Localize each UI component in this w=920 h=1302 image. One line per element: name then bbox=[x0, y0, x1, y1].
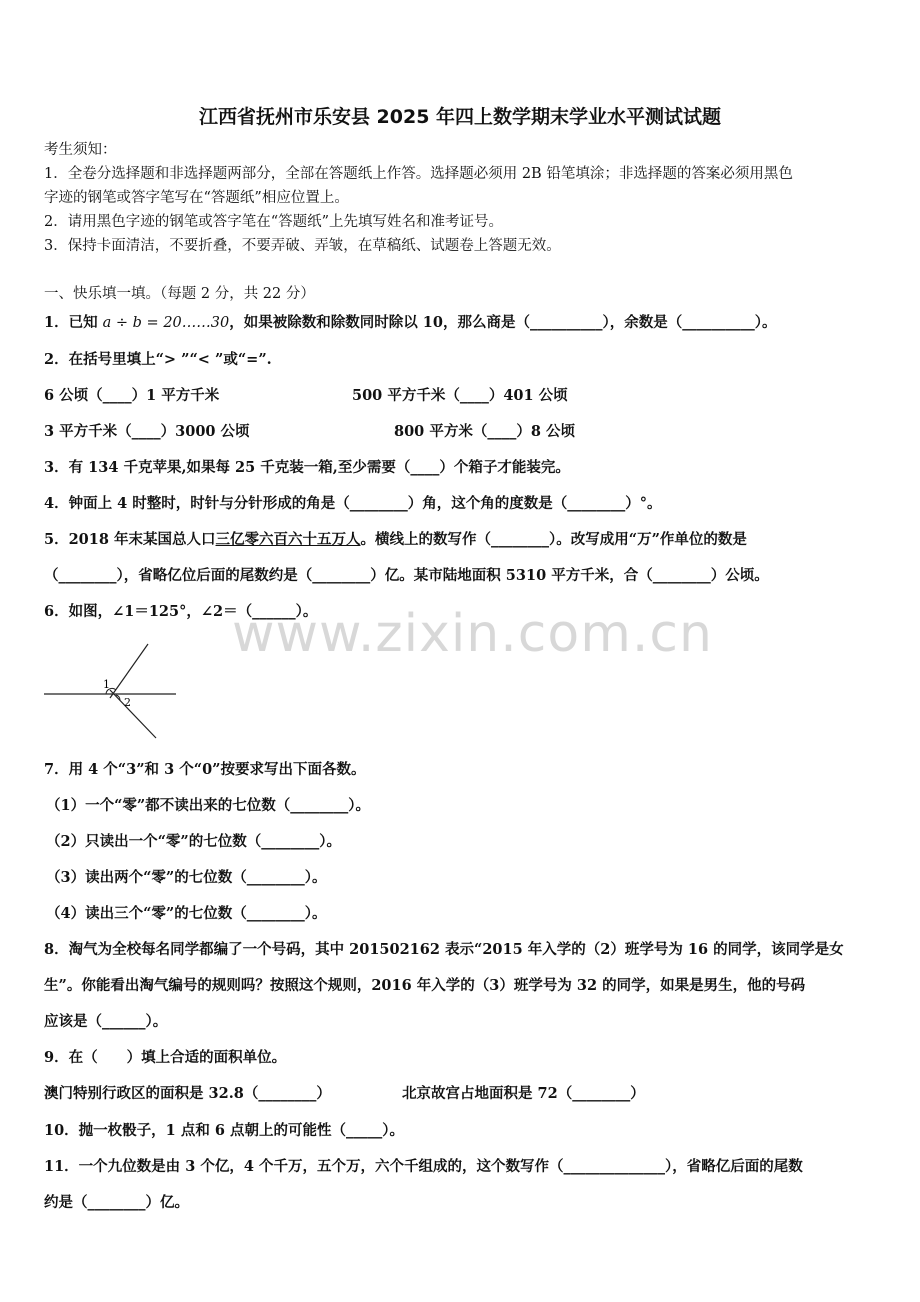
q1-prefix: 1．已知 bbox=[44, 314, 98, 331]
notice-heading: 考生须知： bbox=[44, 142, 117, 158]
question-7-stem: 7．用 4 个“3”和 3 个“0”按要求写出下面各数。 bbox=[44, 761, 366, 778]
notice-item: 3．保持卡面清洁，不要折叠，不要弄破、弄皱，在草稿纸、试题卷上答题无效。 bbox=[44, 238, 561, 254]
q2-item: 6 公顷（____）1 平方千米 bbox=[44, 387, 220, 404]
q1-formula: a ÷ b = 20……30 bbox=[102, 315, 230, 331]
question-1 bbox=[44, 313, 776, 333]
q9-item: 北京故宫占地面积是 72（________） bbox=[402, 1085, 645, 1102]
question-6: 6．如图，∠1＝125°，∠2＝（______）。 bbox=[44, 603, 318, 620]
figure-lower-ray bbox=[110, 690, 156, 738]
q7-sub: （2）只读出一个“零”的七位数（________）。 bbox=[46, 833, 342, 850]
question-11-line: 约是（________）亿。 bbox=[44, 1194, 189, 1211]
question-5 bbox=[44, 530, 747, 550]
section-heading: 一、快乐填一填。（每题 2 分，共 22 分） bbox=[44, 286, 315, 302]
q5-underlined: 三亿零六百六十五万人 bbox=[215, 531, 361, 548]
watermark: www.zixin.com.cn bbox=[232, 604, 713, 664]
q2-item: 500 平方千米（____）401 公顷 bbox=[352, 387, 568, 404]
q5-text: 。横线上的数写作（________）。改写成用“万”作单位的数是 bbox=[360, 531, 747, 548]
q7-sub: （1）一个“零”都不读出来的七位数（________）。 bbox=[46, 797, 371, 814]
q9-item: 澳门特别行政区的面积是 32.8（________） bbox=[44, 1085, 331, 1102]
q5-prefix: 5．2018 年末某国总人口 bbox=[44, 531, 216, 548]
question-8-line: 8．淘气为全校每名同学都编了一个号码，其中 201502162 表示“2015 年入学的（2）班学号为 16 的同学，该同学是女 bbox=[44, 941, 844, 958]
notice-item: 2．请用黑色字迹的钢笔或答字笔在“答题纸”上先填写姓名和准考证号。 bbox=[44, 214, 504, 230]
question-10: 10．抛一枚骰子，1 点和 6 点朝上的可能性（_____）。 bbox=[44, 1122, 404, 1139]
question-4: 4．钟面上 4 时整时，时针与分针形成的角是（________）角，这个角的度数是（________）°。 bbox=[44, 495, 662, 512]
question-2-stem: 2．在括号里填上“> ”“< ”或“=”. bbox=[44, 351, 272, 368]
question-3: 3．有 134 千克苹果,如果每 25 千克装一箱,至少需要（____）个箱子才能装完。 bbox=[44, 459, 570, 476]
page-title: 江西省抚州市乐安县 2025 年四上数学期末学业水平测试试题 bbox=[198, 106, 722, 128]
angle-figure bbox=[40, 638, 190, 743]
angle-2-label: 2 bbox=[124, 696, 131, 709]
question-8-line: 生”。你能看出淘气编号的规则吗？按照这个规则，2016 年入学的（3）班学号为 32 的同学，如果是男生，他的号码 bbox=[44, 977, 806, 994]
question-9-stem: 9．在（ ）填上合适的面积单位。 bbox=[44, 1049, 287, 1066]
angle-1-label: 1 bbox=[103, 678, 110, 691]
notice-item: 1．全卷分选择题和非选择题两部分，全部在答题纸上作答。选择题必须用 2B 铅笔填涂；非选择题的答案必须用黑色 bbox=[44, 166, 793, 182]
notice-item: 字迹的钢笔或答字笔写在“答题纸”相应位置上。 bbox=[44, 190, 349, 206]
q7-sub: （4）读出三个“零”的七位数（________）。 bbox=[46, 905, 327, 922]
question-8-line: 应该是（______）。 bbox=[44, 1013, 168, 1030]
q2-item: 800 平方米（____）8 公顷 bbox=[394, 423, 575, 440]
q1-text: ，如果被除数和除数同时除以 10，那么商是（__________），余数是（__________）。 bbox=[229, 314, 777, 331]
question-5-line2: （________），省略亿位后面的尾数约是（________）亿。某市陆地面积 5310 平方千米，合（________）公顷。 bbox=[44, 567, 769, 584]
q2-item: 3 平方千米（____）3000 公顷 bbox=[44, 423, 250, 440]
q7-sub: （3）读出两个“零”的七位数（________）。 bbox=[46, 869, 327, 886]
question-11-line: 11．一个九位数是由 3 个亿，4 个千万，五个万，六个千组成的，这个数写作（______________），省略亿后面的尾数 bbox=[44, 1158, 803, 1175]
